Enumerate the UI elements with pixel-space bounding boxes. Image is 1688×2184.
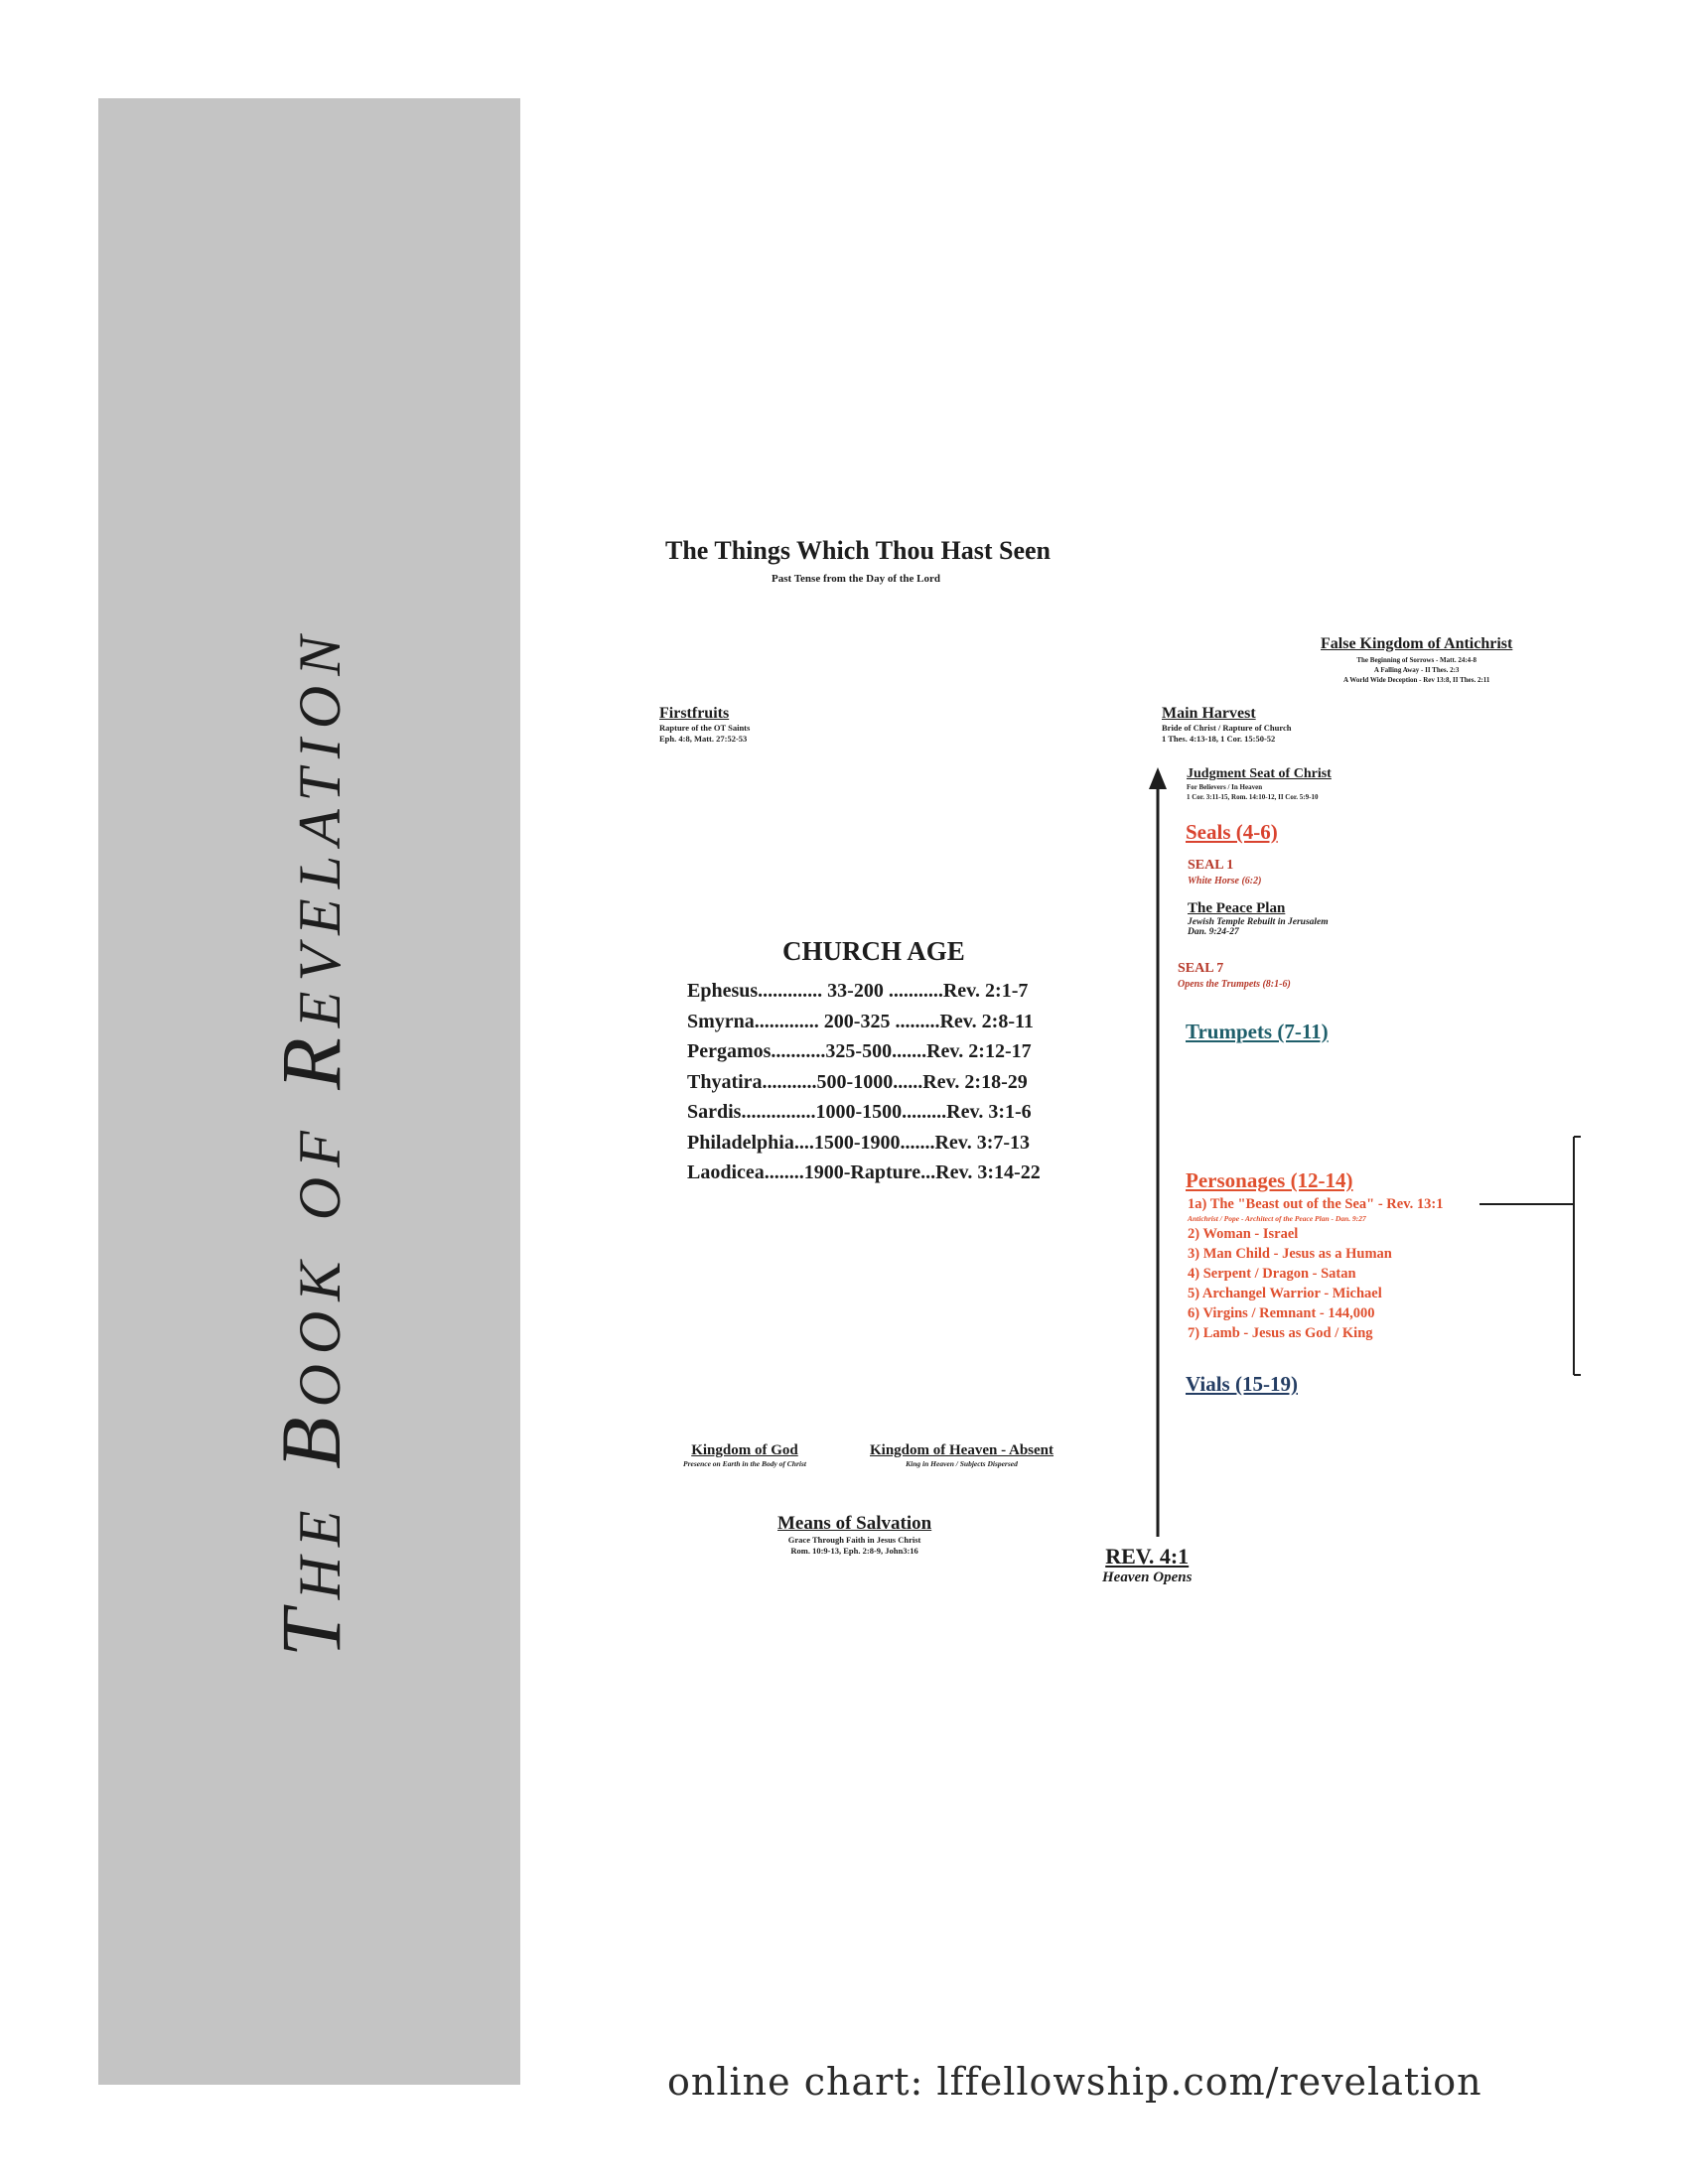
- personages-title: Personages (12-14): [1186, 1168, 1353, 1192]
- personage-item-6: 6) Virgins / Remnant - 144,000: [1188, 1305, 1375, 1321]
- seals-title: Seals (4-6): [1186, 820, 1278, 844]
- personage-item-5: 5) Archangel Warrior - Michael: [1188, 1286, 1382, 1301]
- salvation-block: [777, 1513, 931, 1557]
- church-row-thyatira: Thyatira...........500-1000......Rev. 2:18-29: [687, 1070, 1028, 1093]
- seal-7-label: SEAL 7: [1178, 961, 1224, 976]
- peace-plan-line-2: Dan. 9:24-27: [1188, 927, 1239, 937]
- church-row-ephesus: Ephesus............. 33-200 ...........Rev. 2:1-7: [687, 980, 1029, 1002]
- peace-plan-block: [1188, 900, 1329, 937]
- personage-item-1a-sub: Antichrist / Pope - Architect of the Peace Plan - Dan. 9:27: [1188, 1214, 1366, 1223]
- main-subtitle: Past Tense from the Day of the Lord: [772, 573, 940, 585]
- main-harvest-line-1: Bride of Christ / Rapture of Church: [1162, 723, 1292, 733]
- timeline-arrow-head: [1149, 767, 1167, 789]
- seal-1-sub: White Horse (6:2): [1188, 876, 1262, 887]
- book-title-vertical: The Book of Revelation: [263, 625, 358, 1658]
- kingdom-heaven-title: Kingdom of Heaven - Absent: [870, 1442, 1055, 1458]
- main-harvest-line-2: 1 Thes. 4:13-18, 1 Cor. 15:50-52: [1162, 734, 1276, 744]
- peace-plan-line-1: Jewish Temple Rebuilt in Jerusalem: [1188, 917, 1329, 927]
- kingdom-god-block: [683, 1442, 806, 1468]
- judgment-seat-title: Judgment Seat of Christ: [1187, 766, 1332, 781]
- personage-item-7: 7) Lamb - Jesus as God / King: [1188, 1325, 1373, 1341]
- church-row-smyrna: Smyrna............. 200-325 .........Rev. 2:8-11: [687, 1010, 1034, 1032]
- personage-item-3: 3) Man Child - Jesus as a Human: [1188, 1246, 1392, 1262]
- main-harvest-block: [1162, 705, 1292, 745]
- seal-1-label: SEAL 1: [1188, 858, 1234, 873]
- kingdom-heaven-sub: King in Heaven / Subjects Dispersed: [906, 1459, 1018, 1468]
- rev41-sub: Heaven Opens: [1102, 1570, 1193, 1585]
- judgment-seat-line-1: For Believers / In Heaven: [1187, 783, 1263, 791]
- rev41-block: [1102, 1544, 1192, 1586]
- false-kingdom-title: False Kingdom of Antichrist: [1321, 635, 1513, 652]
- personage-item-1a: 1a) The "Beast out of the Sea" - Rev. 13:1: [1188, 1196, 1444, 1212]
- personages-list: [1188, 1194, 1443, 1343]
- church-row-laodicea: Laodicea........1900-Rapture...Rev. 3:14-22: [687, 1161, 1041, 1183]
- firstfruits-title: Firstfruits: [659, 705, 730, 722]
- personage-item-2: 2) Woman - Israel: [1188, 1226, 1299, 1242]
- vials-title: Vials (15-19): [1186, 1372, 1298, 1396]
- salvation-line-1: Grace Through Faith in Jesus Christ: [787, 1535, 921, 1545]
- kingdom-god-title: Kingdom of God: [691, 1442, 798, 1458]
- church-row-pergamos: Pergamos...........325-500.......Rev. 2:12-17: [687, 1040, 1032, 1062]
- church-age-title: CHURCH AGE: [782, 936, 965, 966]
- trumpets-title: Trumpets (7-11): [1186, 1020, 1329, 1043]
- firstfruits-line-2: Eph. 4:8, Matt. 27:52-53: [659, 734, 748, 744]
- church-age-list: [687, 976, 1041, 1188]
- salvation-line-2: Rom. 10:9-13, Eph. 2:8-9, John3:16: [790, 1546, 918, 1556]
- footer-url: online chart: lffellowship.com/revelation: [667, 2060, 1482, 2104]
- kingdom-heaven-block: [870, 1442, 1054, 1468]
- church-row-philadelphia: Philadelphia....1500-1900.......Rev. 3:7-13: [687, 1131, 1031, 1154]
- rev41-title: REV. 4:1: [1105, 1544, 1190, 1569]
- false-kingdom-line-3: A World Wide Deception - Rev 13:8, II Thes. 2:11: [1342, 676, 1490, 684]
- salvation-title: Means of Salvation: [777, 1513, 932, 1534]
- judgment-seat-line-2: 1 Cor. 3:11-15, Rom. 14:10-12, II Cor. 5:9-10: [1187, 793, 1319, 801]
- peace-plan-title: The Peace Plan: [1188, 900, 1286, 916]
- judgment-seat-block: [1187, 766, 1332, 802]
- false-kingdom-line-2: A Falling Away - II Thes. 2:3: [1373, 666, 1460, 674]
- false-kingdom-line-1: The Beginning of Sorrows - Matt. 24:4-8: [1356, 656, 1477, 664]
- personage-item-4: 4) Serpent / Dragon - Satan: [1188, 1266, 1356, 1282]
- main-title: The Things Which Thou Hast Seen: [665, 536, 1051, 565]
- firstfruits-line-1: Rapture of the OT Saints: [659, 723, 751, 733]
- main-harvest-title: Main Harvest: [1162, 705, 1256, 722]
- firstfruits-block: [659, 705, 750, 745]
- kingdom-god-sub: Presence on Earth in the Body of Christ: [683, 1459, 806, 1468]
- church-row-sardis: Sardis...............1000-1500.........Rev. 3:1-6: [687, 1101, 1032, 1123]
- seal-7-sub: Opens the Trumpets (8:1-6): [1178, 979, 1291, 990]
- false-kingdom-block: [1321, 635, 1512, 685]
